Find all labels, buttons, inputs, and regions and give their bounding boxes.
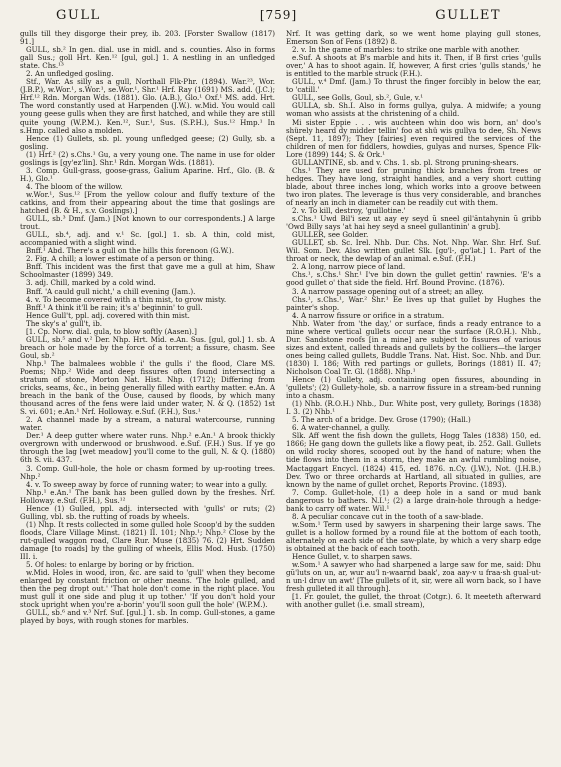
page-header [20,8,541,26]
entry-paragraph: 4. The bloom of the willow. [26,181,123,191]
entry-paragraph: GULLER, see Golder. [292,230,369,240]
entry-paragraph: (1) Hrf.² (2) s.Chs.¹ Gu, a very young one. The name in use for older goslings is [gy'ez'lin]. Shr.¹ Rdn. Morgan Wds. (1881). [20,149,275,167]
entry-paragraph: 8. A peculiar concave cut in the tooth of a saw-blade. [292,511,484,521]
entry-paragraph: GULL, sb.² In gen. dial. use in midl. and s. counties. Also in forms gall Sus.; goll Hrt. Ken.¹² [gul, gʊl.] 1. A nestling in an unfledged state. Chs.¹³ [20,45,275,71]
entry-paragraph: GULL, see Golls, Goul, sb.², Gule, v.¹ [292,93,424,103]
entry-paragraph: 6. A water-channel, a gully. [292,423,390,433]
entry-paragraph: e.Suf. A shoots at B's marble and hits it. Then, if B first cries 'gulls over,' A has to shoot again. If, however, A first cries 'gulls stands,' he is entitled to the marble struck (F.H.). [286,53,541,79]
entry-paragraph: Der.¹ A deep gutter where water runs. Nhp.² e.An.¹ A brook thickly overgrown with underwood or brushwood. e.Suf. (F.H.) Sus. If ye go through the lag [wet meadow] you'll come to the gull, N. & Q. (1880) 6th S. vii. 437. [20,431,275,465]
entry-paragraph: 4. v. To become covered with a thin mist, to grow misty. [26,294,227,304]
entry-paragraph: Nrf. It was getting dark, so we went home playing gull stones, Emerson Son of Fens (1892) 8. [286,30,541,47]
left-column [20,30,275,758]
entry-paragraph: Stf., War. As silly as a gull, Northall Flk-Phr. (1894). War.²³, Wor. (J.B.P.), w.Wor.¹, s.Wor.¹, se.Wor.¹, Shr.¹ Hrf. Ray (1691) MS. add. (J.C.); Hrf.¹² Rdn. Morgan Wds. (1881). Glo. (A.B.), Glo.¹ Oxf.¹ MS. add. Hrt. The word constantly used at Harpenden (J.W.). w.Mid. You would call young geese gulls when they are first hatched, and while they are still quite young (W.P.M.). Ken.¹², Sur.¹, Sus. (S.P.H.), Sus.¹² Hmp.¹ In s.Hmp. called also a molden. [20,77,275,135]
entry-paragraph: Bnff.¹ Abd. There's a gull on the hills this forenoon (G.W.). [26,246,234,256]
right-column [286,30,541,758]
entry-paragraph: Bnff. 'A cauld gull nicht,' a chill evening (Jam.). [26,286,196,296]
entry-paragraph: GULL, sb.⁴, adj. and v.¹ Sc. [gʊl.] 1. sb. A thin, cold mist, accompanied with a slight wind. [20,230,275,248]
entry-paragraph: gulls till they disgorge their prey, ib. 203. [Forster Swallow (1817) 91.] [20,30,275,47]
entry-paragraph: Nhp.¹ The balmalees wobble i' the gulls i' the flood, Clare MS. Poems; Nhp.² Wide and deep fissures often found intersecting a stratum of stone, Morton Nat. Hist. Nhp. (1712); Differing from cricks, seams, &c., in being generally filled with earthy matter. e.An. A breach in the bank of the Ouse, caused by floods, by which many thousand acres of the fens were laid under water, N. & Q. (1852) 1st S. vi. 601; e.An.¹ Nrf. Holloway. e.Suf. (F.H.), Sus.¹ [20,358,275,417]
entry-paragraph: [1. Cp. Norw. dial. gula, to blow softly (Aasen).] [26,326,197,336]
entry-paragraph: Mi sister Eppie . . . wis auchteen whin doo wis born, an' doo's shürely heard dy midder tellin' foo at shü wis gullya to dee, Sh. News (Sept. 11, 1897); They [fairies] even required the services of the children of men for fiddlers, howdies, gulyas and nurses, Spence Flk-Lore (1899) 144; S. & Ork.¹ [286,117,541,159]
entry-paragraph: GULLANTINE, sb. and v. Chs. 1. sb. pl. Strong pruning-shears. [292,157,519,167]
entry-paragraph: 2. Fig. A chill; a lower estimate of a person or thing. [26,254,215,264]
entry-paragraph: Hence (1) Gullety, adj. containing open fissures, abounding in 'gullets'; (2) Gullety-hole, sb. a narrow fissure in a stream-bed running into a chasm. [286,375,541,401]
entry-paragraph: GULL, sb.⁵ and v.² Der. Nhp. Hrt. Mid. e.An. Sus. [gul, gʊl.] 1. sb. A breach or hole made by the force of a torrent; a fissure, chasm. See Goul, sb.² [20,334,275,360]
entry-paragraph: (1) Nhp. It rests collected in some gulled hole Scoop'd by the sudden floods, Clare Village Minst. (1821) II. 101; Nhp.¹; Nhp.² Close by the rut-gulled waggon road, Clare Rur. Muse (1835) 76. (2) Hrt. Sudden damage [to roads] by the gulling of wheels, Ellis Mod. Husb. (1750) III. i. [20,519,275,562]
entry-paragraph: 2. A long, narrow piece of land. [292,262,406,272]
entry-paragraph: w.Mid. Holes in wood, iron, &c. are said to 'gull' when they become enlarged by constant friction or other means. 'The hole gulled, and then the peg dropt out.' 'That hole don't come in the right place. You must gull it one side and plug it up tother.' 'If you don't hold your stock upright when you're a-borin' you'll soon gull the hole' (W.P.M.). [20,568,275,610]
entry-paragraph: 7. Comp. Gullet-hole, (1) a deep hole in a sand or mud bank dangerous to bathers. N.I.¹; (2) a large drain-hole through a hedge-bank to carry off water. Wil.¹ [286,487,541,513]
entry-paragraph: 4. v. To sweep away by force of running water; to wear into a gully. [26,479,268,489]
entry-paragraph: 5. Of holes: to enlarge by boring or by friction. [26,560,195,570]
entry-paragraph: GULL, sb.³ Dmf. (Jam.) [Not known to our correspondents.] A large trout. [20,214,275,232]
entry-paragraph: GULLET, sb. Sc. Irel. Nhb. Dur. Chs. Not. Nhp. War. Shr. Hrf. Suf. Wil. Som. Dev. Also written gullet Slk. [gʊ'l-, gʊ'lət.] 1. Part of the throat or neck, the dewlap of an animal. e.Suf. (F.H.) [286,238,541,264]
entry-paragraph: 3. Comp. Gull-hole, the hole or chasm formed by up-rooting trees. Nhp.² [20,463,275,481]
entry-paragraph: 3. Comp. Gull-grass, goose-grass, Galium Aparine. Hrf., Glo. (B. & H.), Glo.¹ [20,165,275,183]
entry-paragraph: Hence (1) Gullets, sb. pl. young unfledged geese; (2) Gully, sb. a gosling. [20,133,275,151]
entry-paragraph: 2. v. To kill, destroy, 'guillotine.' [292,206,406,216]
entry-paragraph: GULL, v.⁴ Dmf. (Jam.) To thrust the finger forcibly in below the ear, to 'catill.' [286,77,541,95]
entry-paragraph: Bnff. This incident was the first that gave me a gull at him, Shaw Schoolmaster (1899) 349. [20,262,275,280]
page-number: [759] [259,8,298,22]
entry-paragraph: (1) Nhb. (R.O.H.) Nhb., Dur. White post, very gullety, Borings (1838) I. 3. (2) Nhb.¹ [286,399,541,417]
entry-paragraph: s.Chs.¹ Uwd Bil'i sez ut aay ey seyd ŭ sneel gil'ăntahynin ŭ gribb 'Owd Billy says 'at hai hey seyd a sneel gullantinin' a grub]. [286,214,541,232]
entry-paragraph: GULLA, sb. Sh.I. Also in forms gullya, gulya. A midwife; a young woman who assists at the christening of a child. [286,101,541,119]
entry-paragraph: Chs.¹, s.Chs.¹ Shr.¹ I've bin down the gullet gettin' rawnies. 'E's a good gullet o' that side the field. Hrf. Bound Provinc. (1876). [286,270,541,288]
entry-paragraph: The sky's a' gull't, ib. [26,318,103,328]
entry-paragraph: [1. Fr. goulet, the gullet, the throat (Cotgr.). 6. It meeteth afterward with another gullet (i.e. small stream), [286,592,541,610]
entry-paragraph: w.Som.¹ A sawyer who had sharpened a large saw for me, said: Dhu gŭ'luts on un, ar, wur au'l n-waarnd baak', zoa aay-v u fraa·sh gual·ut-n un·l druv un awt' [The gullets of it, sir, were all worn back, so I have fresh gulleted it all through]. [286,560,541,594]
entry-paragraph: w.Wor.¹, Sus.¹² [From the yellow colour and fluffy texture of the catkins, and from their appearing about the time that goslings are hatched (B. & H., s.v. Goslings).] [20,189,275,216]
entry-paragraph: Hence Gull't, ppl. adj. covered with thin mist. [26,310,190,320]
entry-paragraph: GULL, sb.⁶ and v.³ Nrf. Suf. [gul.] 1. sb. In comp. Gull-stones, a game played by boys, with rough stones for marbles. [20,608,275,626]
entry-paragraph: Chs.¹, s.Chs.¹, War.² Shr.¹ Ee lives up that gullet by Hughes the painter's shop. [286,294,541,312]
entry-paragraph: 3. A narrow passage opening out of a street; an alley. [292,286,484,296]
entry-paragraph: 3. adj. Chill, marked by a cold wind. [26,278,156,288]
entry-paragraph: Bnff.¹ A think it'll be rain; it's a' beginnin' to gull. [26,302,203,312]
entry-paragraph: Slk. Aff went the fish down the gullets, Hogg Tales (1838) 150, ed. 1866; He gang down the gullets like a flowy peat, ib. 252. Gall. Gullets on wild rocky shores, scooped out by the hand of nature; when the tide flows into them in a storm, they make an awful rumbling noise, Mactaggart Encycl. (1824) 415, ed. 1876. n.Cy. (J.W.), Not. (J.H.B.) Dev. Two or three orchards at Hartland, all situated in gullies, are known by the name of gullet orchet, Reports Provinc. (1893). [286,431,541,489]
entry-paragraph: Nhp.¹ e.An.¹ The bank has been gulled down by the freshes. Nrf. Holloway. e.Suf. (F.H.), Sus.¹² [20,487,275,505]
text-columns [20,30,541,758]
entry-paragraph: 2. An unfledged gosling. [26,69,114,79]
entry-paragraph: 2. A channel made by a stream, a natural watercourse, running water. [20,415,275,433]
entry-paragraph: 2. v. In the game of marbles: to strike one marble with another. [292,45,520,55]
entry-paragraph: Chs.¹ They are used for pruning thick branches from trees or hedges. They have long, straight handles, and a very short cutting blade, about three inches long, which works into a groove between two iron plates. The leverage is thus very considerable, and branches of nearly an inch in diameter can be readily cut with them. [286,165,541,207]
entry-paragraph: Nhb. Water from 'the day,' or surface, finds a ready entrance to a mine where vertical gullets occur near the surface (R.O.H.). Nhb., Dur. Sandstone roofs [in a mine] are subject to fissures of various sizes and extent, called threads and gullets by the colliers—the larger ones being called gullets, Buddle Trans. Nat. Hist. Soc. Nhb. and Dur. (1830) I. 186; With red partings or gullets, Borings (1881) II. 47; Nicholson Coal Tr. Gl. (1888). Nhp.¹ [286,318,541,376]
entry-paragraph: Hence Gullet, v. to sharpen saws. [292,552,412,562]
running-head-left: GULL [56,8,101,23]
entry-paragraph: w.Som.¹ Term used by sawyers in sharpening their large saws. The gullet is a hollow formed by a round file at the bottom of each tooth, alternately on each side of the saw-plate, by which a very sharp edge is obtained at the back of each tooth. [286,519,541,553]
entry-paragraph: 5. The arch of a bridge. Dev. Grose (1790); (Hall.) [292,415,471,425]
entry-paragraph: 4. A narrow fissure or orifice in a stratum. [292,310,445,320]
running-head-right: GULLET [435,8,501,23]
entry-paragraph: Hence (1) Gulled, ppl. adj. intersected with 'gulls' or ruts; (2) Gulling, vbl. sb. the rutting of roads by wheels. [20,503,275,521]
